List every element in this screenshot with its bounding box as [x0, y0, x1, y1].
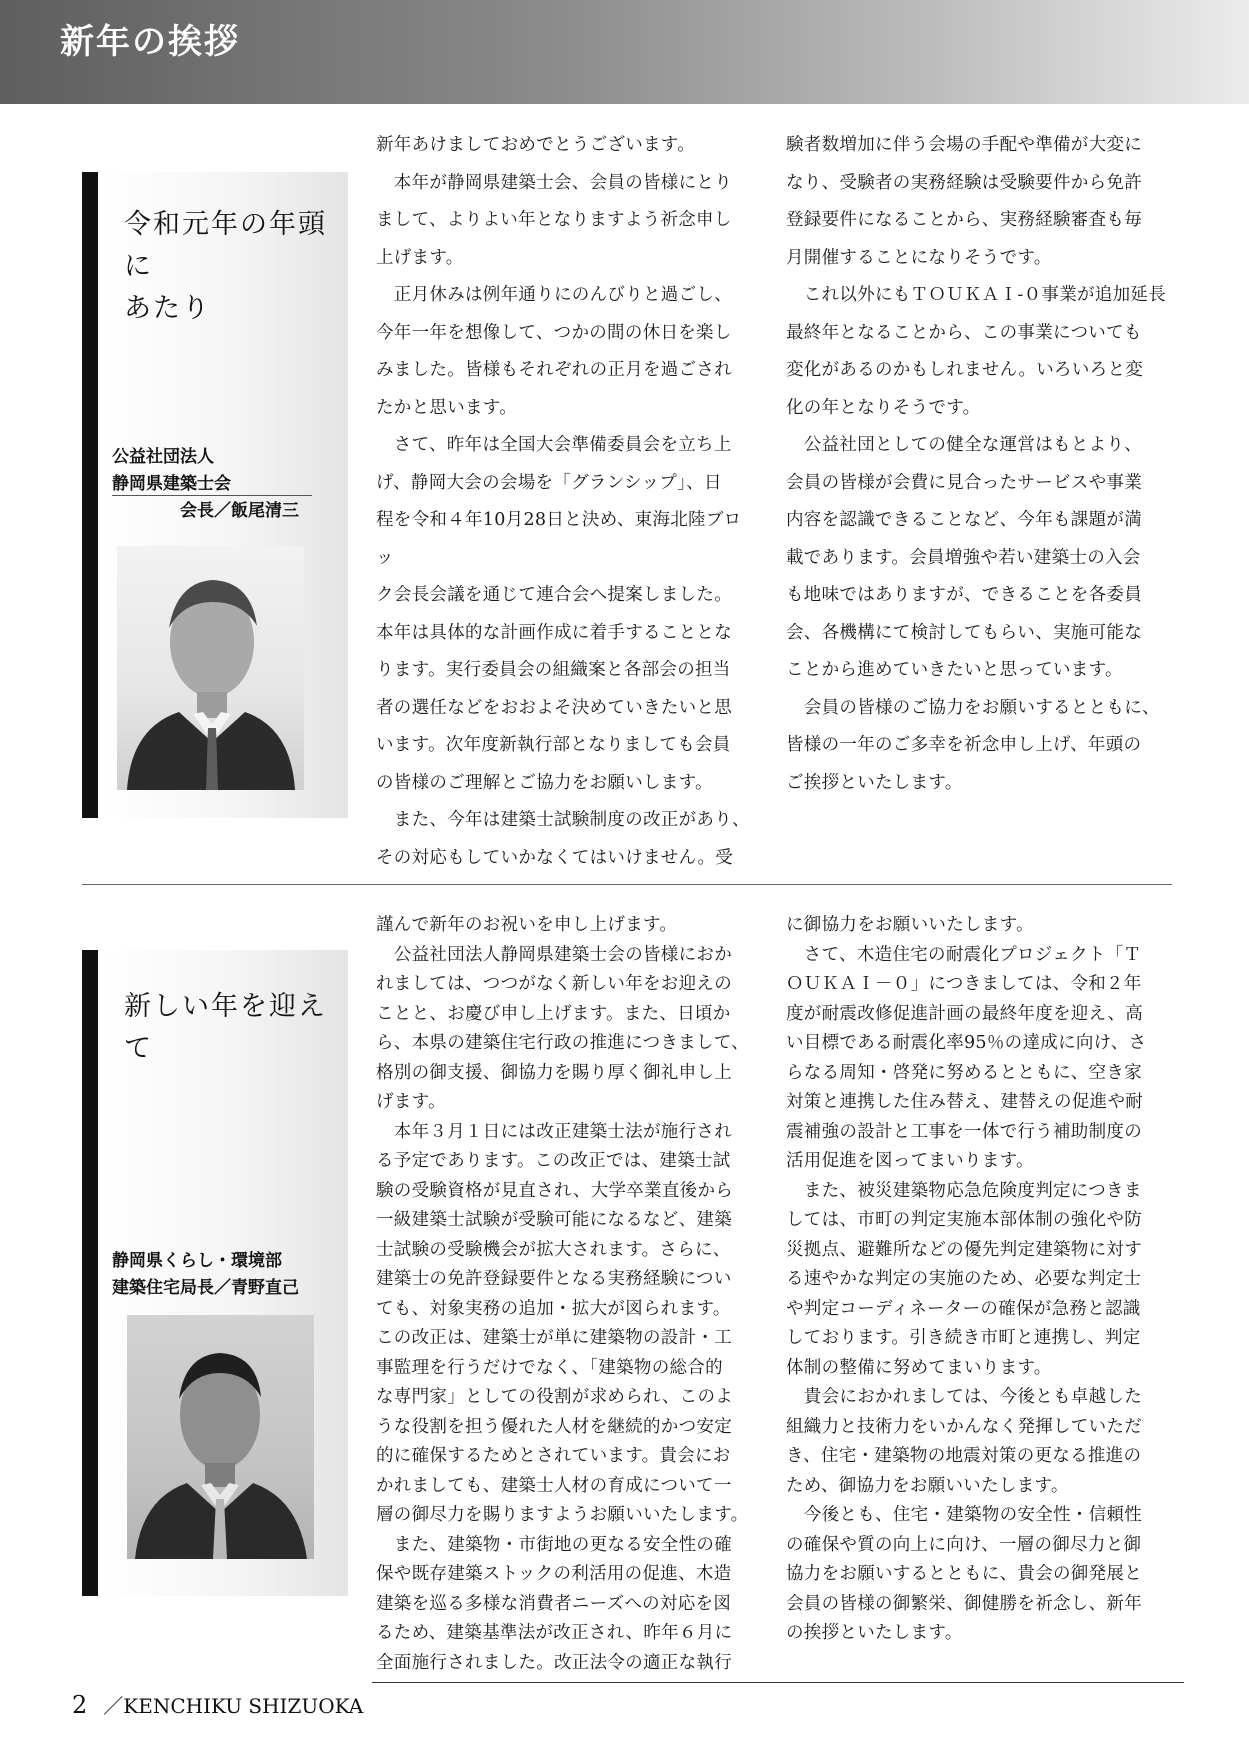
page-number: 2 [72, 1691, 88, 1719]
article2-portrait-photo [127, 1315, 314, 1559]
article2-author-name: 建築住宅局長／青野直己 [112, 1278, 299, 1298]
article2-body-right-text: に御協力をお願いいたします。 さて、木造住宅の耐震化プロジェクト「Ｔ ＯＵＫＡＩ－０」につきましては、令和２年 度が耐震改修促進計画の最終年度を迎え、高 い目標である耐震化率95％の達成に向け、さ らなる周知・啓発に努めるとともに、空き家 対策と連携した住み替え、建替えの促進や耐 震補強の設計と工事を一体で行う補助制度の 活用促進を図ってまいります。 また、被災建築物応急危険度判定につきま しては、市町の判定実施本部体制の強化や防 災拠点、避難所などの優先判定建築物に対す る速やかな判定の実施のため、必要な判定士 や判定コーディネーターの確保が急務と認識 しております。引き続き市町と連携し、判定 体制の整備に努めてまいります。 貴会におかれましては、今後とも卓越した 組織力と技術力をいかんなく発揮していただ き、住宅・建築物の地震対策の更なる推進の ため、御協力をお願いいたします。 今後とも、住宅・建築物の安全性・信頼性 の確保や質の向上に向け、一層の御尽力と御 協力をお願いするとともに、貴会の御発展と 会員の皆様の御繁栄、御健勝を祈念し、新年 の挨拶といたします。 [786, 915, 1147, 1643]
article1-portrait-photo [117, 546, 304, 790]
article1-body-right-text: 験者数増加に伴う会場の手配や準備が大変に なり、受験者の実務経験は受験要件から免許 登録要件になることから、実務経験審査も毎 月開催することになりそうです。 これ以外にもＴＯＵＫＡＩ-０事業が追加延長 最終年となることから、この事業についても 変化があるのかもしれません。いろいろと変 化の年となりそうです。 公益社団としての健全な運営はもとより、 会員の皆様が会費に見合ったサービスや事業 内容を認識できることなど、今年も課題が満 載であります。会員増強や若い建築士の入会 も地味ではありますが、できることを各委員 会、各機構にて検討してもらい、実施可能な ことから進めていきたいと思っています。 会員の皆様のご協力をお願いするとともに、 皆様の一年のご多幸を祈念申し上げ、年頭の ご挨拶といたします。 [786, 135, 1167, 793]
article1-title [124, 204, 348, 330]
article1-title-line2: あたり [124, 293, 211, 324]
portrait-icon [117, 546, 304, 790]
portrait-icon [127, 1315, 314, 1559]
article1-title-line1: 令和元年の年頭に [124, 209, 327, 282]
article2-body-right [786, 911, 1172, 1649]
article1-author-org1: 公益社団法人 [112, 447, 214, 467]
footer-rule [372, 1682, 1184, 1683]
article-divider [82, 884, 1172, 885]
article1-body-left [376, 127, 756, 877]
magazine-name: ／KENCHIKU SHIZUOKA [103, 1694, 364, 1718]
article2-author-org: 静岡県くらし・環境部 [112, 1251, 282, 1271]
page-footer [72, 1690, 363, 1719]
article1-author-org2: 静岡県建築士会 [112, 474, 231, 494]
article2-title-line1: 新しい年を迎えて [124, 991, 327, 1064]
article1-body-left-text: 新年あけましておめでとうございます。 本年が静岡県建築士会、会員の皆様にとり まして、よりよい年となりますよう祈念申し 上げます。 正月休みは例年通りにのんびりと過ごし、 今年一年を想像して、つかの間の休日を楽し みました。皆様もそれぞれの正月を過ごされ たかと思います。 さて、昨年は全国大会準備委員会を立ち上 げ、静岡大会の会場を「グランシップ」、日 程を令和４年10月28日と決め、東海北陸ブロッ ク会長会議を通じて連合会へ提案しました。 本年は具体的な計画作成に着手することとな ります。実行委員会の組織案と各部会の担当 者の選任などをおおよそ決めていきたいと思 います。次年度新執行部となりましても会員 の皆様のご理解とご協力をお願いします。 また、今年は建築士試験制度の改正があり、 その対応もしていかなくてはいけません。受 [376, 135, 750, 868]
article1-author-name: 会長／飯尾清三 [180, 501, 299, 521]
article1-body-right [786, 127, 1172, 802]
article2-body-left [376, 911, 756, 1678]
section-title: 新年の挨拶 [60, 22, 240, 62]
article2-body-left-text: 謹んで新年のお祝いを申し上げます。 公益社団法人静岡県建築士会の皆様におか れましては、つつがなく新しい年をお迎えの ことと、お慶び申し上げます。また、日頃か ら、本県の建築住宅行政の推進につきまして、 格別の御支援、御協力を賜り厚く御礼申し上 げます。 本年３月１日には改正建築士法が施行され る予定であります。この改正では、建築士試 験の受験資格が見直され、大学卒業直後から 一級建築士試験が受験可能になるなど、建築 士試験の受験機会が拡大されます。さらに、 建築士の免許登録要件となる実務経験につい ても、対象実務の追加・拡大が図られます。 この改正は、建築士が単に建築物の設計・工 事監理を行うだけでなく、「建築物の総合的 な専門家」としての役割が求められ、このよ うな役割を担う優れた人材を継続的かつ安定 的に確保するためとされています。貴会にお かれましても、建築士人材の育成について一 層の御尽力を賜りますようお願いいたします。 また、建築物・市街地の更なる安全性の確 保や既存建築ストックの利活用の促進、木造 建築を巡る多様な消費者ニーズへの対応を図 るため、建築基準法が改正され、昨年６月に 全面施行されました。改正法令の適正な執行 [376, 915, 750, 1673]
page-header-band [0, 0, 1249, 104]
article2-title [124, 986, 348, 1070]
article1-author-rule [112, 495, 312, 496]
